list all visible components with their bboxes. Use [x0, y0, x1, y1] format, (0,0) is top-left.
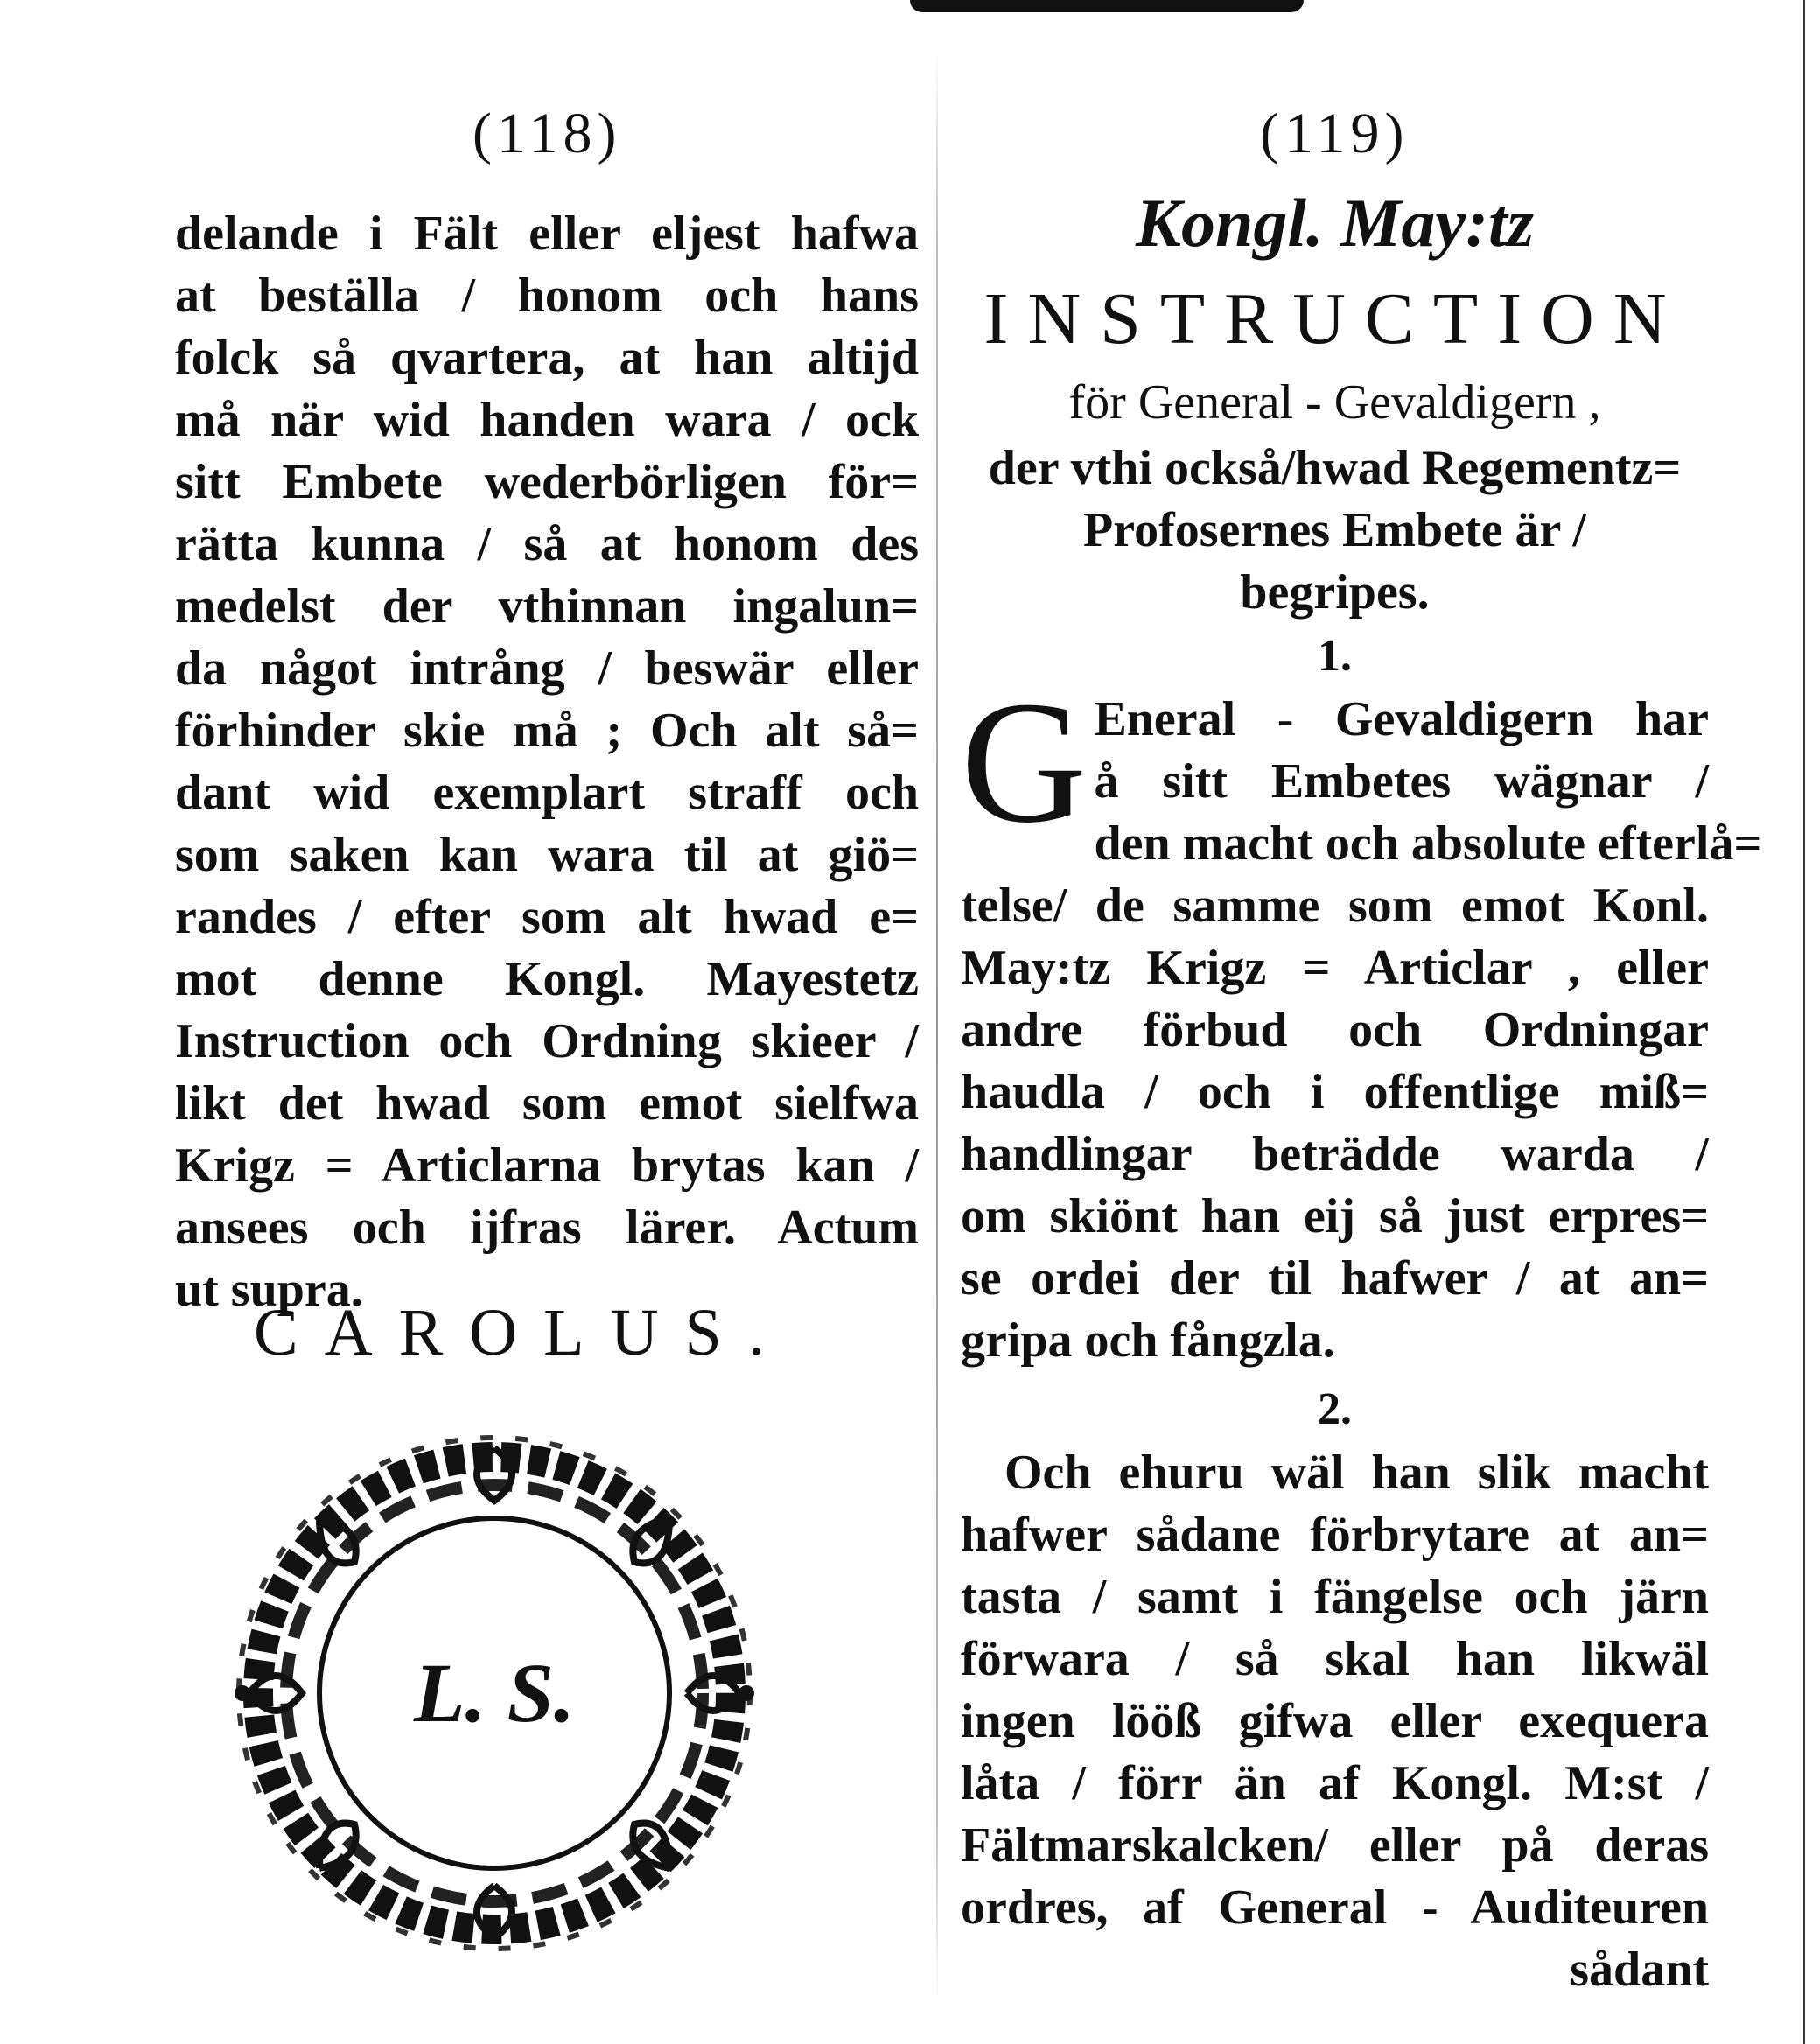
- text-line: Och ehuru wäl han slik macht: [1004, 1446, 1709, 1500]
- text-line: låta / förr än af Kongl. M:st /: [961, 1756, 1709, 1810]
- text-line: handlingar beträdde warda /: [961, 1127, 1709, 1181]
- page-edge: [1802, 0, 1805, 2044]
- left-page-number: (118): [472, 102, 622, 165]
- text-line: delande i Fält eller eljest hafwa: [175, 206, 919, 261]
- text-line: folck så qvartera, at han altijd: [175, 331, 919, 385]
- subtitle-line: der vthi också/hwad Regementz=: [988, 441, 1682, 495]
- book-spine-shadow: [910, 0, 1304, 12]
- section-number: 1.: [1318, 631, 1352, 681]
- text-line: mot denne Kongl. Mayestetz: [175, 952, 919, 1006]
- text-line: May:tz Krigz = Articlar , eller: [961, 941, 1709, 995]
- text-line: Krigz = Articlarna brytas kan /: [175, 1138, 919, 1193]
- text-line: ingen lööß gifwa eller exequera: [961, 1694, 1709, 1748]
- text-line: ut supra.: [175, 1263, 363, 1317]
- right-page-number: (119): [1260, 102, 1410, 165]
- text-line: gripa och fångzla.: [961, 1313, 1335, 1368]
- text-line: andre förbud och Ordningar: [961, 1003, 1709, 1057]
- text-line: hafwer sådane förbrytare at an=: [961, 1508, 1709, 1562]
- catchword: sådant: [1570, 1942, 1709, 1997]
- text-line: den macht och absolute efterlå=: [1094, 816, 1762, 871]
- text-line: förhinder skie må ; Och alt så=: [175, 704, 919, 758]
- section-1: [961, 666, 1762, 1372]
- text-line: telse/ de samme som emot Konl.: [961, 878, 1709, 933]
- text-line: at beställa / honom och hans: [175, 269, 919, 323]
- text-line: tasta / samt i fängelse och järn: [961, 1570, 1709, 1624]
- text-line: å sitt Embetes wägnar /: [1094, 754, 1709, 808]
- text-line: ansees och ijfras lärer. Actum: [175, 1200, 919, 1255]
- subtitle-line: för General - Gevaldigern ,: [1068, 375, 1601, 430]
- subtitle-line: begripes.: [1240, 565, 1430, 620]
- text-line: dant wid exemplart straff och: [175, 766, 919, 820]
- signature-carolus: CAROLUS.: [254, 1296, 791, 1369]
- text-line: som saken kan wara til at giö=: [175, 828, 919, 882]
- text-line: må när wid handen wara / ock: [175, 393, 919, 447]
- seal-ornament: [223, 1422, 766, 1964]
- text-line: sitt Embete wederbörligen för=: [175, 455, 919, 509]
- text-line: likt det hwad som emot sielfwa: [175, 1076, 919, 1130]
- left-page-body: [175, 203, 919, 1321]
- text-line: om skiönt han eij så just erpres=: [961, 1189, 1709, 1243]
- title-kongl: Kongl. May:tz: [1135, 185, 1535, 261]
- section-2: [961, 1442, 1709, 1939]
- right-page-body: [961, 175, 1762, 2001]
- text-line: se ordei der til hafwer / at an=: [961, 1251, 1709, 1306]
- drop-cap: G: [961, 666, 1088, 859]
- text-line: Fältmarskalcken/ eller på deras: [961, 1818, 1709, 1872]
- section-number: 2.: [1318, 1384, 1352, 1434]
- seal-text: L. S.: [413, 1646, 576, 1740]
- subtitle-line: Profosernes Embete är /: [1083, 503, 1586, 557]
- title-instruction: INSTRUCTION: [984, 278, 1686, 360]
- text-line: medelst der vthinnan ingalun=: [175, 579, 919, 634]
- text-line: Instruction och Ordning skieer /: [175, 1014, 919, 1068]
- text-line: Eneral - Gevaldigern har: [1094, 692, 1709, 746]
- text-line: ordres, af General - Auditeuren: [961, 1880, 1709, 1935]
- page-gutter: [936, 52, 938, 2004]
- text-line: da något intrång / beswär eller: [175, 641, 919, 696]
- text-line: haudla / och i offentlige miß=: [961, 1065, 1709, 1119]
- text-line: förwara / så skal han likwäl: [961, 1632, 1709, 1686]
- text-line: randes / efter som alt hwad e=: [175, 890, 919, 944]
- text-line: rätta kunna / så at honom des: [175, 517, 919, 571]
